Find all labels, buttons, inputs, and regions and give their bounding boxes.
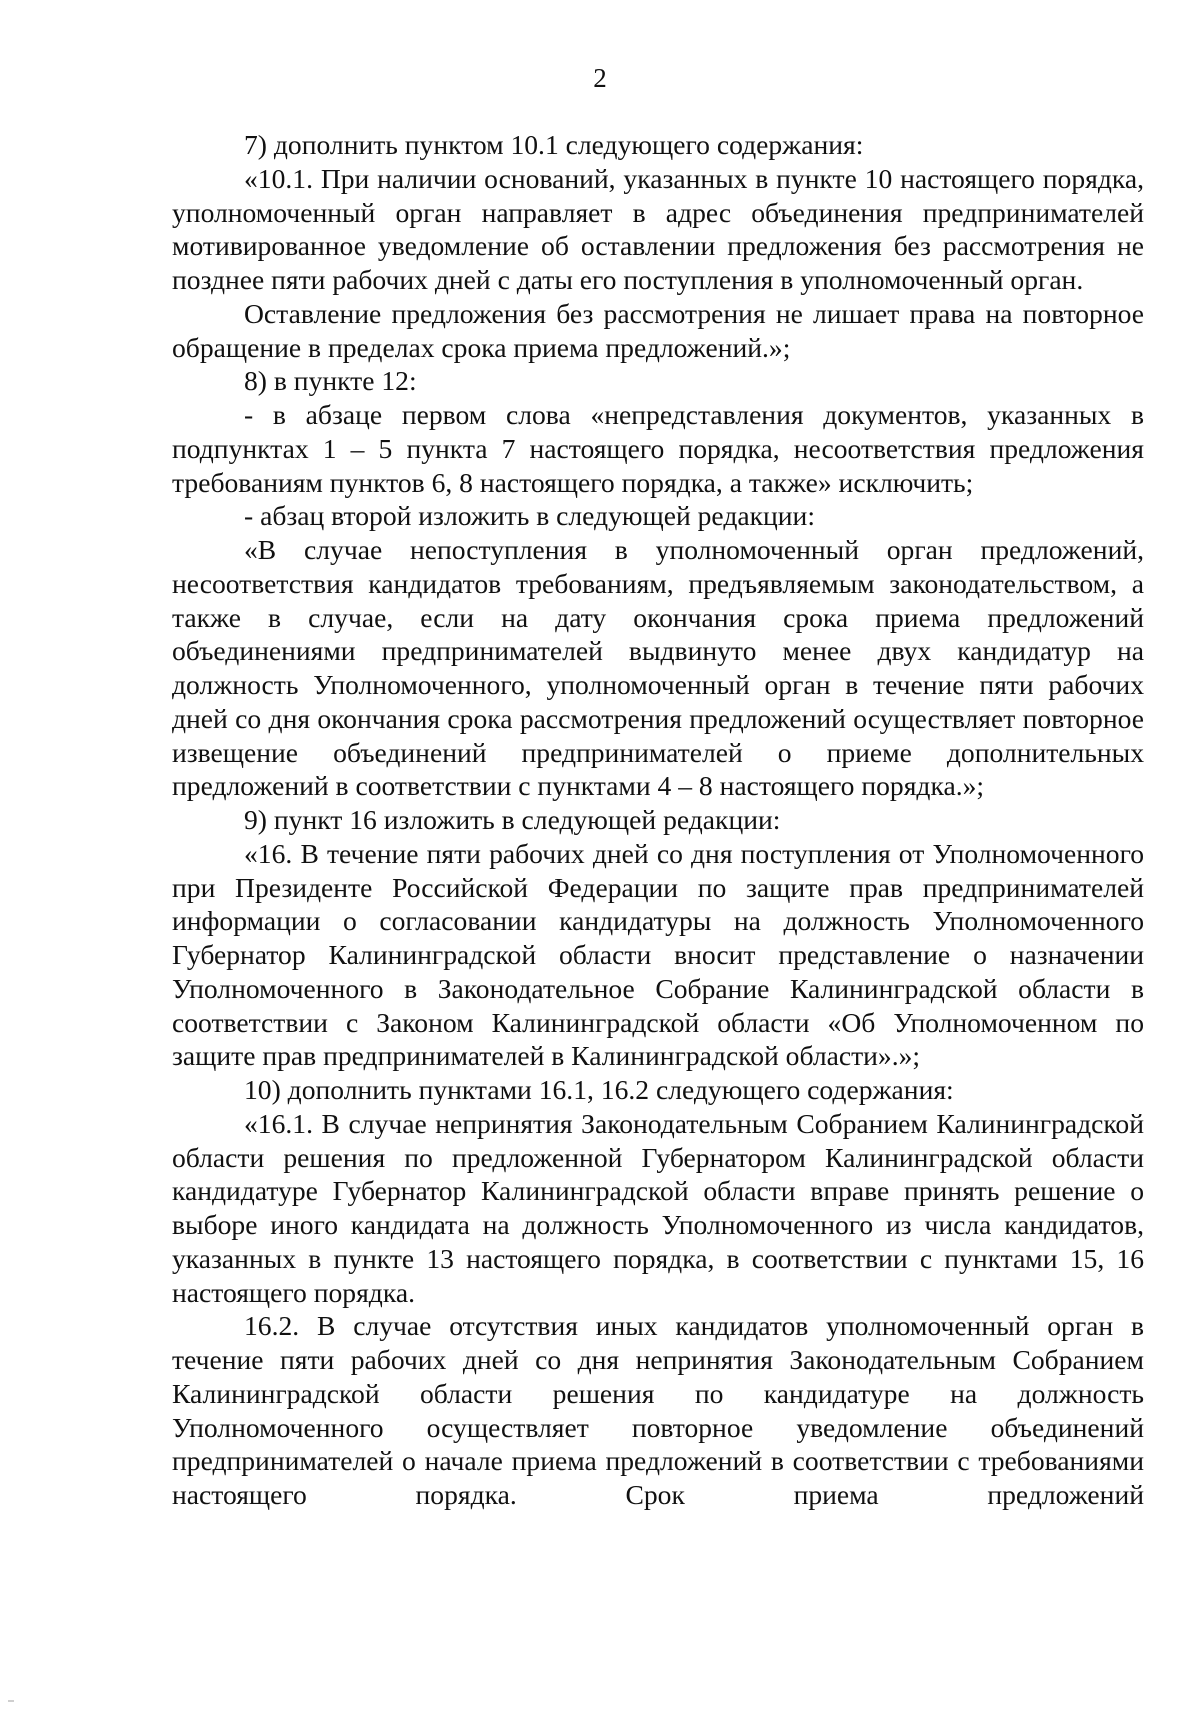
paragraph-item-8-first-dash: - в абзаце первом слова «непредставления документов, указанных в подпунктах 1 – 5 пункта 7 настоящего порядка, несоответствия предложения требованиям пунктов 6, 8 настоящего порядка, а также» исключить; xyxy=(172,399,1144,498)
scan-artifact xyxy=(8,1700,14,1702)
paragraph-new-wording-12: «В случае непоступления в уполномоченный орган предложений, несоответствия кандидатов требованиям, предъявляемым законодательством, а также в случае, если на дату окончания срока приема предложений объединениями предпринимателей выдвинуто менее двух кандидатур на должность Уполномоченного, уполномоченный орган в течение пяти рабочих дней со дня окончания срока рассмотрения предложений осуществляет повторное извещение объединений предпринимателей о приеме дополнительных предложений в соответствии с пунктами 4 – 8 настоящего порядка.»; xyxy=(172,534,1144,802)
paragraph-item-10: 10) дополнить пунктами 16.1, 16.2 следующего содержания: xyxy=(244,1074,954,1105)
paragraph-item-8: 8) в пункте 12: xyxy=(244,365,417,397)
paragraph-16: «16. В течение пяти рабочих дней со дня поступления от Уполномоченного при Президенте Российской Федерации по защите прав предпринимателей информации о согласовании кандидатуры на должность Уполномоченного Губернатор Калининградской области вносит представление о назначении Уполномоченного в Законодательное Собрание Калининградской области в соответствии с Законом Калининградской области «Об Уполномоченном по защите прав предпринимателей в Калининградской области».»; xyxy=(172,837,1144,1072)
paragraph-item-7: 7) дополнить пунктом 10.1 следующего содержания: xyxy=(244,129,864,160)
paragraph-item-9: 9) пункт 16 изложить в следующей редакции: xyxy=(244,804,781,835)
paragraph-16-2: 16.2. В случае отсутствия иных кандидатов уполномоченный орган в течение пяти рабочих дней со дня непринятия Законодательным Собранием Калининградской области решения по кандидатуре на должность Уполномоченного осуществляет повторное уведомление объединений предпринимателей о начале приема предложений в соответствии с требованиями настоящего порядка. Срок приема предложений xyxy=(172,1310,1144,1510)
paragraph-10-1-continuation: Оставление предложения без рассмотрения не лишает права на повторное обращение в пределах срока приема предложений.»; xyxy=(172,297,1144,363)
paragraph-item-8-second-dash: - абзац второй изложить в следующей редакции: xyxy=(244,500,815,532)
page-number: 2 xyxy=(593,63,607,93)
document-body xyxy=(172,128,1144,1512)
paragraph-10-1: «10.1. При наличии оснований, указанных в пункте 10 настоящего порядка, уполномоченный орган направляет в адрес объединения предпринимателей мотивированное уведомление об оставлении предложения без рассмотрения не позднее пяти рабочих дней с даты его поступления в уполномоченный орган. xyxy=(172,162,1144,295)
paragraph-16-1: «16.1. В случае непринятия Законодательным Собранием Калининградской области решения по предложенной Губернатором Калининградской области кандидатуре Губернатор Калининградской области вправе принять решение о выборе иного кандидата на должность Уполномоченного из числа кандидатов, указанных в пункте 13 настоящего порядка, в соответствии с пунктами 15, 16 настоящего порядка. xyxy=(172,1107,1144,1308)
